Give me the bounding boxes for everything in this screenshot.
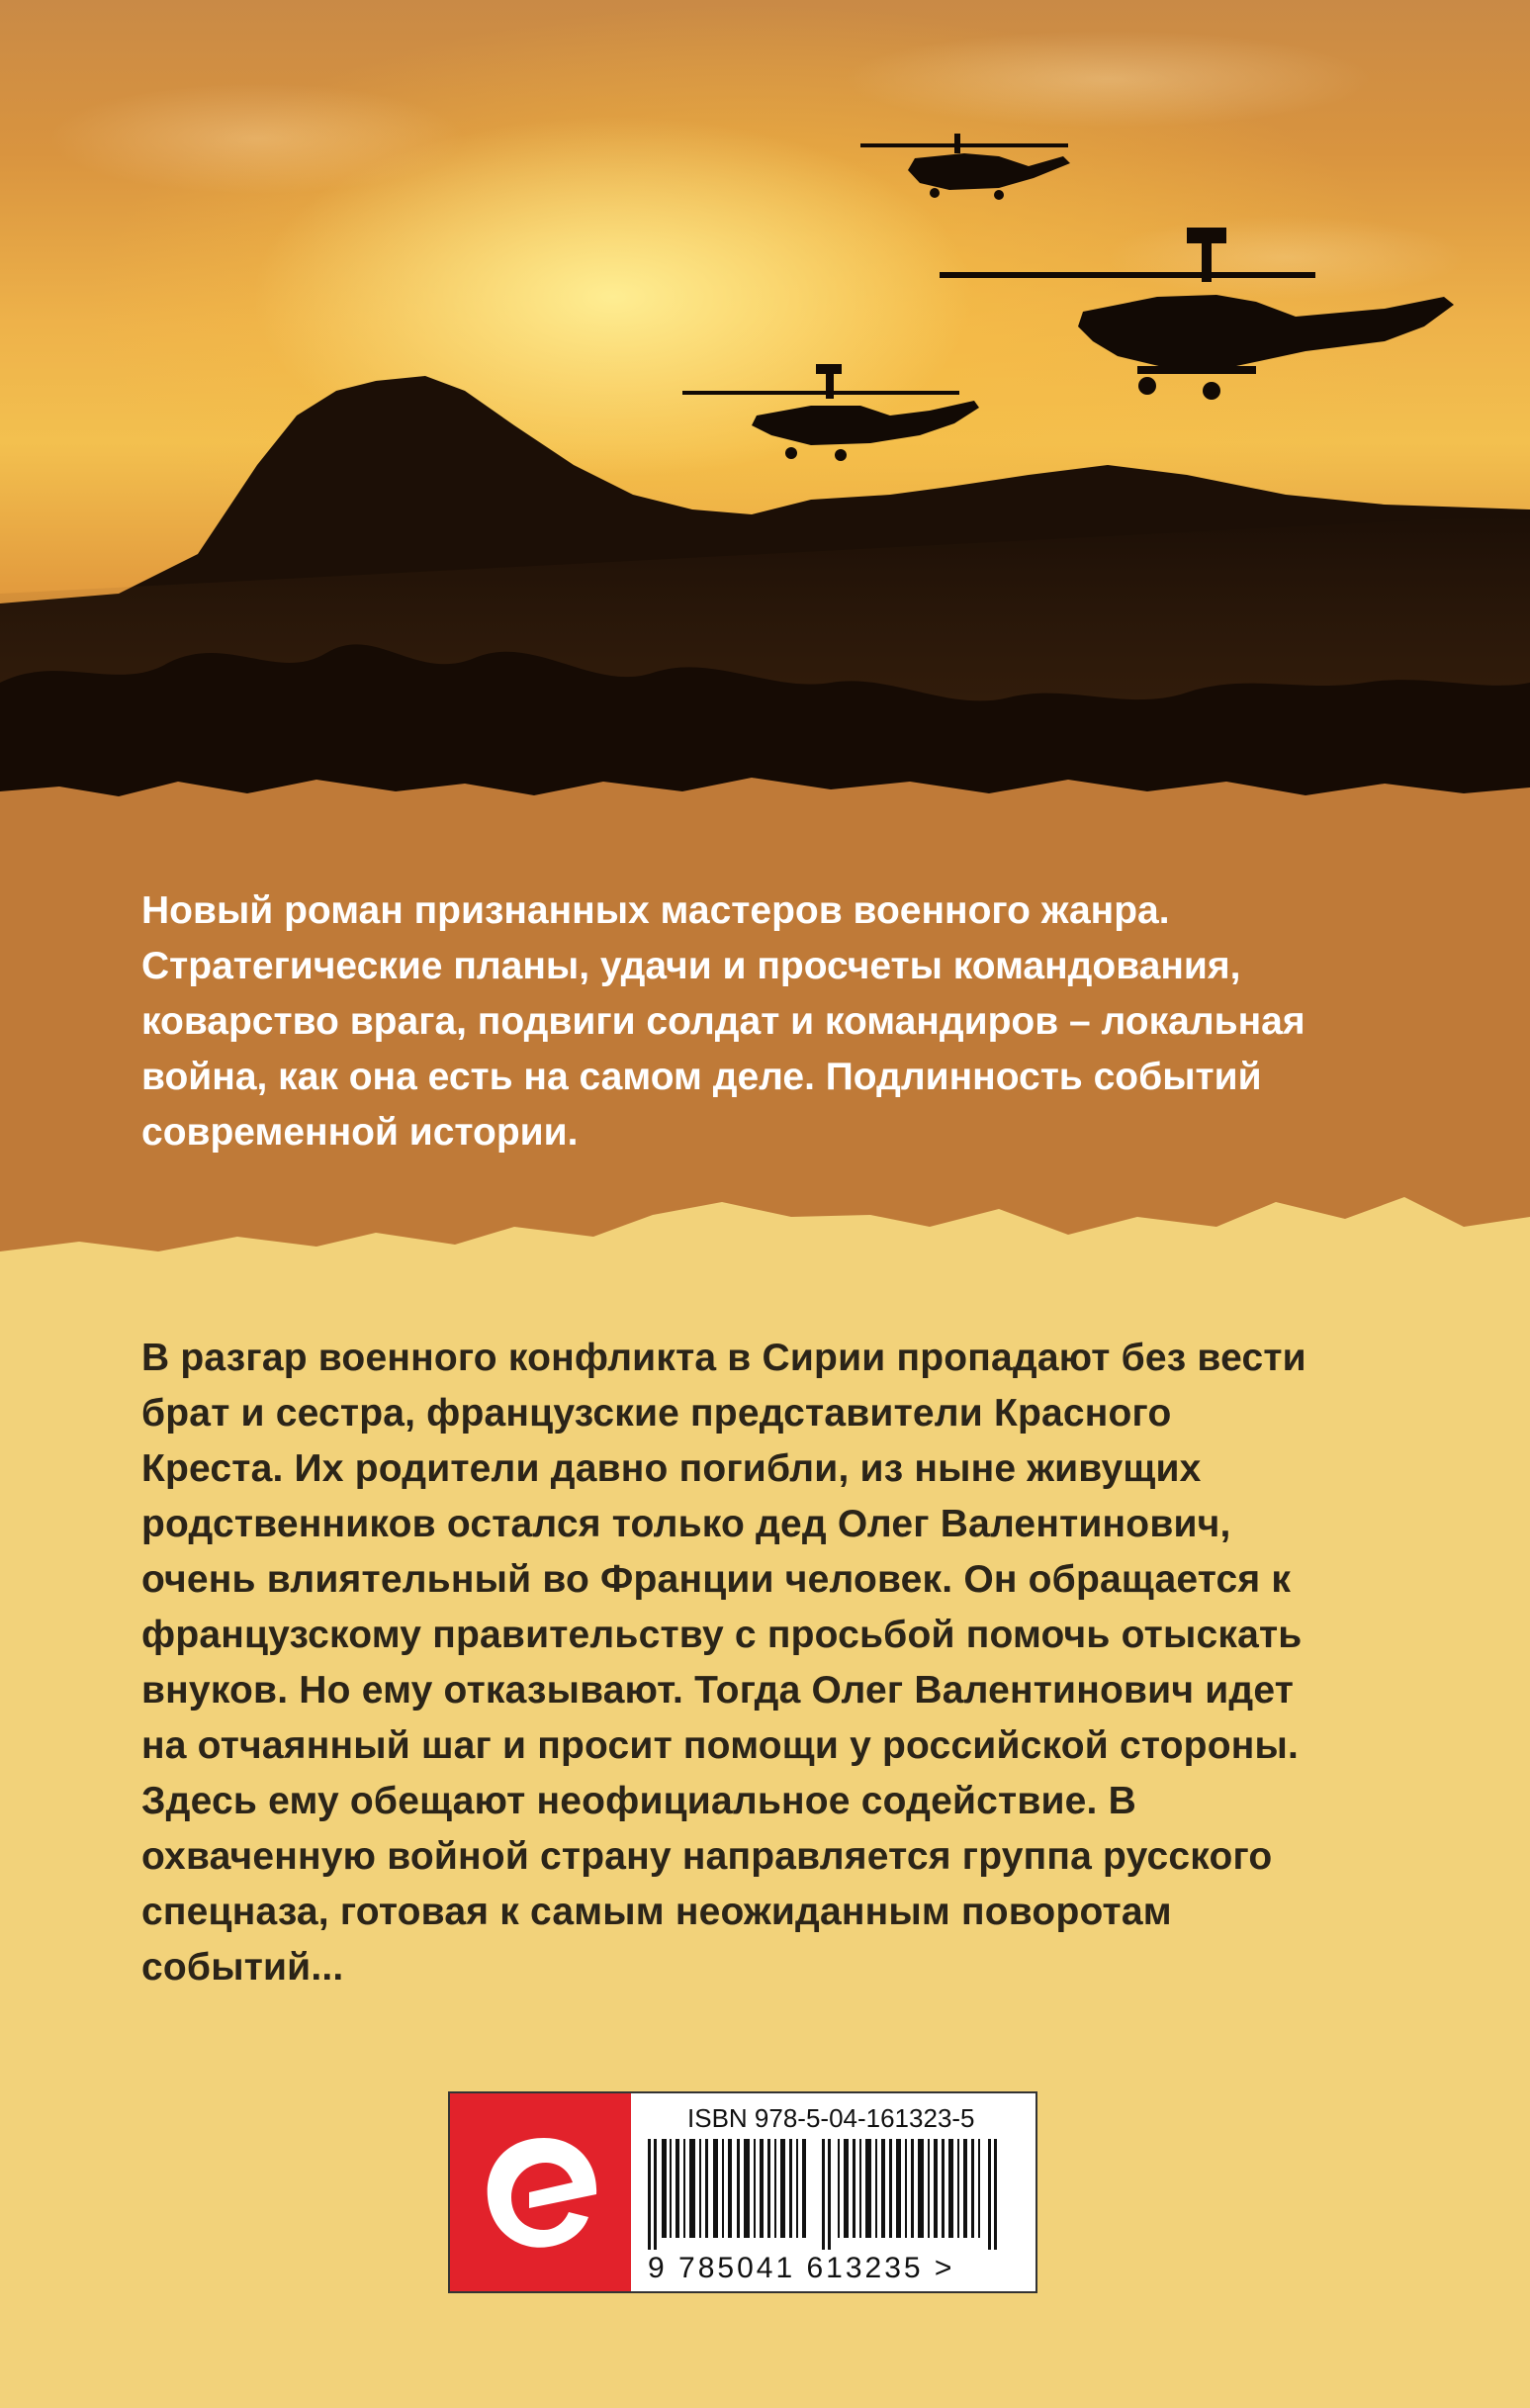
ean-digits: 9 785041 613235 >	[648, 2252, 955, 2284]
barcode-bars	[648, 2139, 1024, 2250]
barcode-block	[448, 2091, 1037, 2293]
book-annotation: В разгар военного конфликта в Сирии пропадают без вести брат и сестра, французские представители Красного Креста. Их родители давно погибли, из ныне живущих родственников остался только дед Олег Валентинович, очень влиятельный во Франции человек. Он обращается к французскому правительству с просьбой помочь отыскать внуков. Но ему отказывают. Тогда Олег Валентинович идет на отчаянный шаг и просит помощи у российской стороны. Здесь ему обещают неофициальное содействие. В охваченную войной страну направляется группа русского спецназа, готовая к самым неожиданным поворотам событий...	[141, 1337, 1306, 1989]
isbn-label: ISBN 978-5-04-161323-5	[687, 2103, 975, 2133]
band-blurb: Новый роман признанных мастеров военного жанра. Стратегические планы, удачи и просчеты командования, коварство врага, подвиги солдат и командиров – локальная война, как она есть на самом деле. Подлинность событий современной истории.	[141, 889, 1305, 1154]
publisher-logo-icon	[450, 2093, 631, 2291]
publisher-logo	[450, 2093, 631, 2291]
